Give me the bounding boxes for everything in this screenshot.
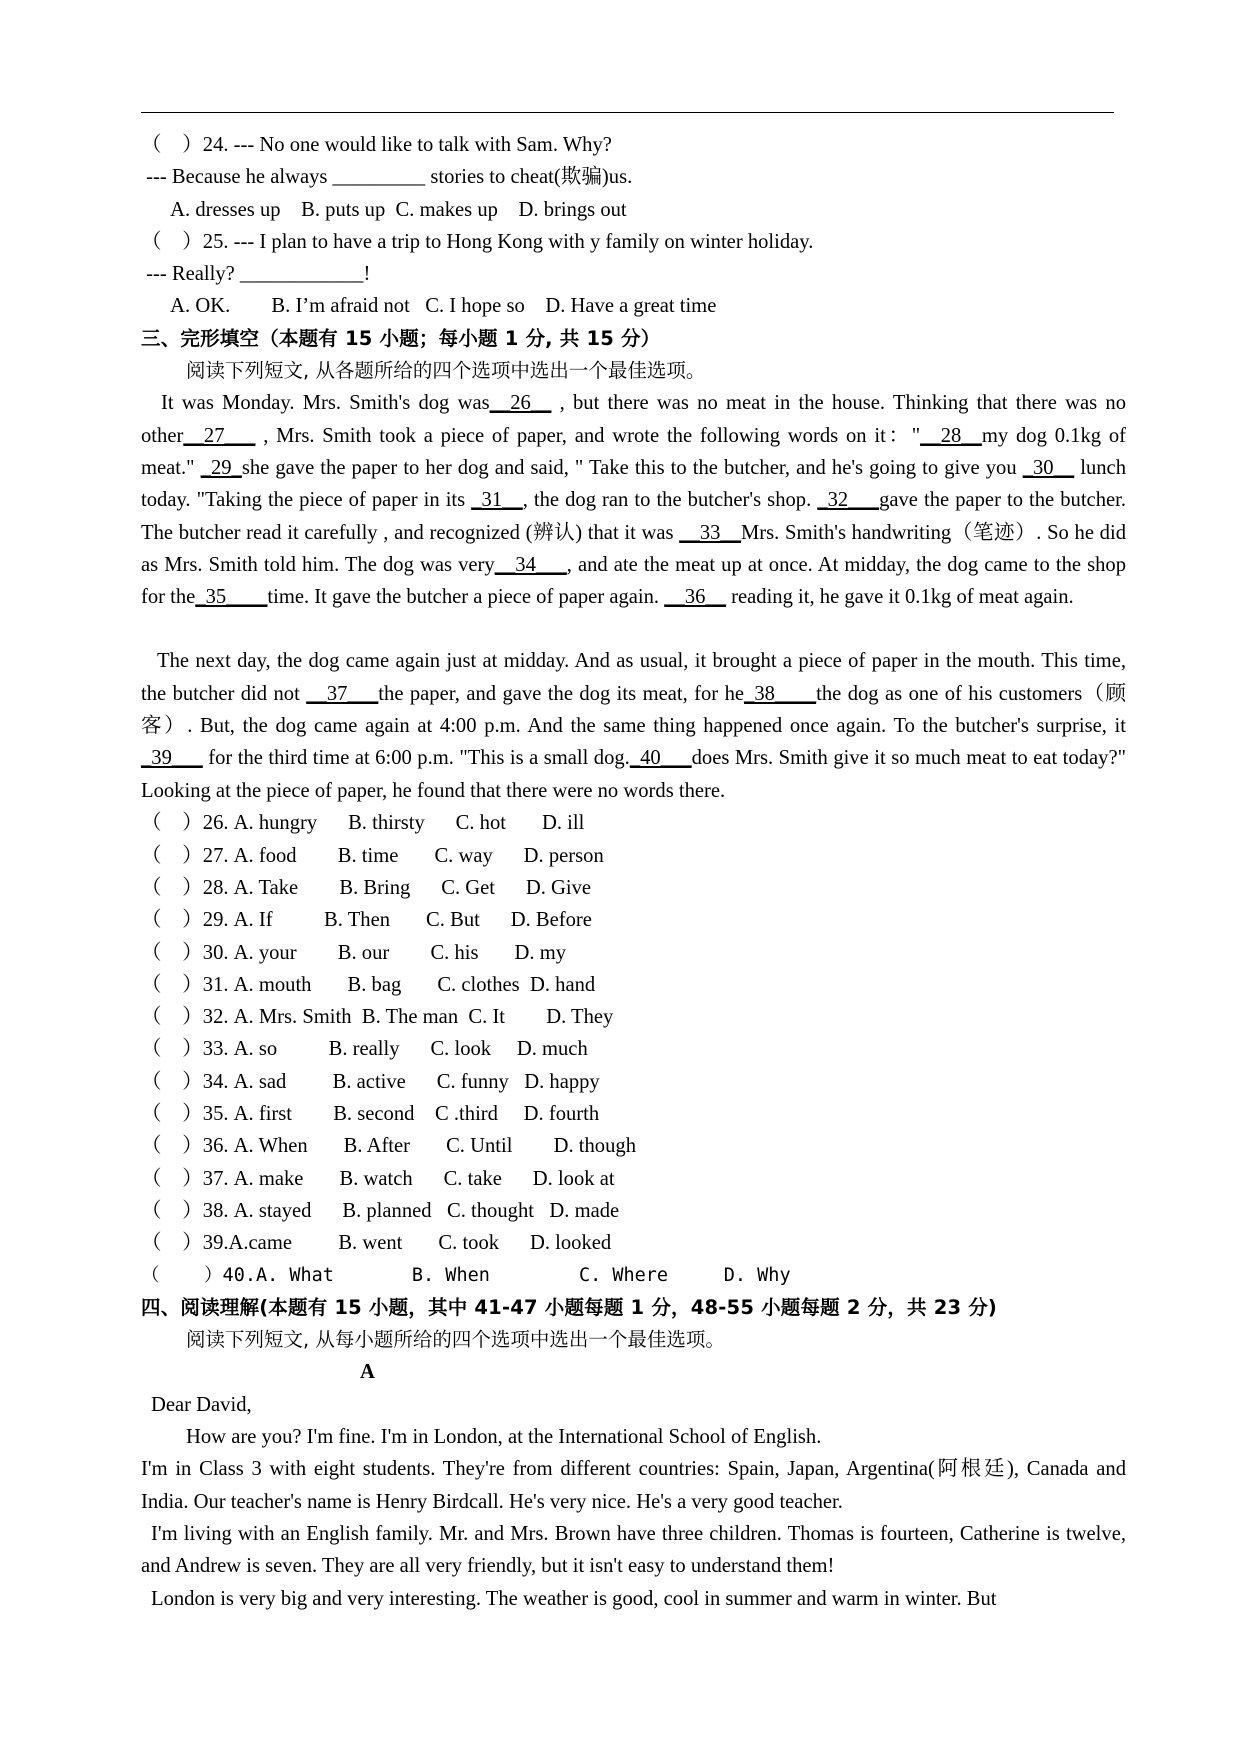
question-35-options: （ ）35. A. first B. second C .third D. fourth: [141, 1103, 600, 1126]
blank-26[interactable]: __26__: [489, 392, 552, 415]
cloze-text: gave the paper to the butcher. The butcher read it carefully , and recognized (辨认) that it was: [141, 489, 1127, 544]
cloze-text: lunch today. "Taking the piece of paper in its: [141, 456, 1126, 512]
question-34-options: （ ）34. A. sad B. active C. funny D. happy: [141, 1070, 600, 1093]
letter-line: London is very big and very interesting. The weather is good, cool in summer and warm in winter. But: [151, 1587, 997, 1610]
cloze-text: It was Monday. Mrs. Smith's dog was: [161, 392, 490, 415]
q25-reply: --- Really? ____________!: [141, 263, 371, 286]
cloze-text: my dog 0.1kg of meat.": [141, 424, 1126, 479]
blank-33[interactable]: __33__: [679, 521, 741, 544]
q24-options: A. dresses up B. puts up C. makes up D. brings out: [161, 198, 627, 221]
cloze-text: , the dog ran to the butcher's shop.: [522, 489, 818, 512]
blank-31[interactable]: _31__: [471, 489, 523, 512]
blank-40[interactable]: _40___: [629, 747, 692, 770]
question-40-options: （ ）40.A. What B. When C. Where D. Why: [141, 1264, 791, 1286]
question-39-options: （ ）39.A.came B. went C. took D. looked: [141, 1232, 612, 1255]
letter-paragraph: I'm in Class 3 with eight students. They're from different countries: Spain, Japan, Argentina(阿根廷), Canada and India. Our teacher's name is Henry Birdcall. He's very nice. He's a very good teacher.: [141, 1458, 1126, 1513]
passage-a-label: A: [360, 1361, 375, 1384]
question-36-options: （ ）36. A. When B. After C. Until D. though: [141, 1135, 636, 1158]
blank-39[interactable]: _39___: [141, 747, 203, 770]
question-31-options: （ ）31. A. mouth B. bag C. clothes D. hand: [141, 973, 596, 996]
cloze-paragraph-2: [141, 645, 1126, 807]
letter-greeting: Dear David,: [151, 1393, 252, 1416]
section3-instruction: 阅读下列短文, 从各题所给的四个选项中选出一个最佳选项。: [186, 359, 706, 383]
blank-34[interactable]: __34___: [494, 553, 567, 576]
blank-37[interactable]: __37___: [306, 682, 379, 705]
blank-30[interactable]: _30__: [1022, 456, 1075, 479]
cloze-paragraph-1: [141, 387, 1126, 645]
cloze-text: does Mrs. Smith give it so much meat to eat today?" Looking at the piece of paper, he found that there were no words there.: [141, 747, 1126, 802]
question-29-options: （ ）29. A. If B. Then C. But D. Before: [141, 909, 592, 932]
question-27-options: （ ）27. A. food B. time C. way D. person: [141, 844, 604, 867]
q24-stem: （ ）24. --- No one would like to talk with Sam. Why?: [141, 134, 612, 156]
cloze-text: for the third time at 6:00 p.m. "This is a small dog.: [202, 747, 630, 770]
letter-paragraph: I'm living with an English family. Mr. and Mrs. Brown have three children. Thomas is fourteen, Catherine is twelve, and Andrew is seven. They are all very friendly, but it isn't easy to understand them!: [141, 1522, 1126, 1578]
blank-29[interactable]: _29_: [200, 456, 242, 479]
cloze-text: , but there was no meat in the house. Thinking that there was no other: [141, 392, 1126, 447]
blank-32[interactable]: _32___: [817, 489, 880, 512]
blank-35[interactable]: _35____: [195, 586, 268, 609]
cloze-text: she gave the paper to her dog and said, " Take this to the butcher, and he's going to give you: [241, 456, 1023, 479]
q25-stem: （ ）25. --- I plan to have a trip to Hong Kong with y family on winter holiday.: [141, 230, 814, 253]
question-30-options: （ ）30. A. your B. our C. his D. my: [141, 941, 567, 964]
question-33-options: （ ）33. A. so B. really C. look D. much: [141, 1038, 588, 1061]
letter-line: How are you? I'm fine. I'm in London, at the International School of English.: [186, 1426, 822, 1449]
section3-title: 三、完形填空（本题有 15 小题；每小题 1 分, 共 15 分）: [141, 326, 661, 350]
blank-28[interactable]: __28__: [920, 424, 982, 447]
question-38-options: （ ）38. A. stayed B. planned C. thought D. made: [141, 1199, 620, 1222]
header-rule: [141, 112, 1114, 113]
blank-27[interactable]: __27___: [183, 424, 256, 447]
question-37-options: （ ）37. A. make B. watch C. take D. look at: [141, 1167, 615, 1190]
cloze-text: The next day, the dog came again just at midday. And as usual, it brought a piece of paper in the mouth. This time, the butcher did not: [141, 650, 1126, 705]
cloze-text: the dog as one of his customers（顾客）. But, the dog came again at 4:00 p.m. And the same thing happened once again. To the butcher's surprise, it: [141, 682, 1126, 737]
exam-page: [141, 129, 1126, 1615]
cloze-text: reading it, he gave it 0.1kg of meat again.: [726, 586, 1074, 609]
blank-36[interactable]: __36__: [664, 586, 726, 609]
question-26-options: （ ）26. A. hungry B. thirsty C. hot D. ill: [141, 812, 585, 835]
cloze-text: the paper, and gave the dog its meat, for he: [378, 682, 745, 705]
cloze-text: , Mrs. Smith took a piece of paper, and wrote the following words on it：": [255, 424, 921, 447]
cloze-text: , and ate the meat up at once. At midday, the dog came to the shop for the: [141, 553, 1127, 609]
q24-reply: --- Because he always _________ stories to cheat(欺骗)us.: [141, 166, 633, 189]
section4-instruction: 阅读下列短文, 从每小题所给的四个选项中选出一个最佳选项。: [186, 1328, 725, 1352]
cloze-text: Mrs. Smith's handwriting（笔迹）. So he did as Mrs. Smith told him. The dog was very: [141, 521, 1126, 576]
cloze-options-list: [141, 807, 1126, 1291]
question-28-options: （ ）28. A. Take B. Bring C. Get D. Give: [141, 876, 592, 899]
question-32-options: （ ）32. A. Mrs. Smith B. The man C. It D. They: [141, 1006, 614, 1029]
cloze-text: time. It gave the butcher a piece of paper again.: [267, 586, 665, 609]
q25-options: A. OK. B. I’m afraid not C. I hope so D. Have a great time: [161, 295, 717, 318]
blank-38[interactable]: _38____: [744, 682, 817, 705]
section4-title: 四、阅读理解(本题有 15 小题，其中 41-47 小题每题 1 分，48-55 小题每题 2 分，共 23 分): [141, 1295, 998, 1319]
